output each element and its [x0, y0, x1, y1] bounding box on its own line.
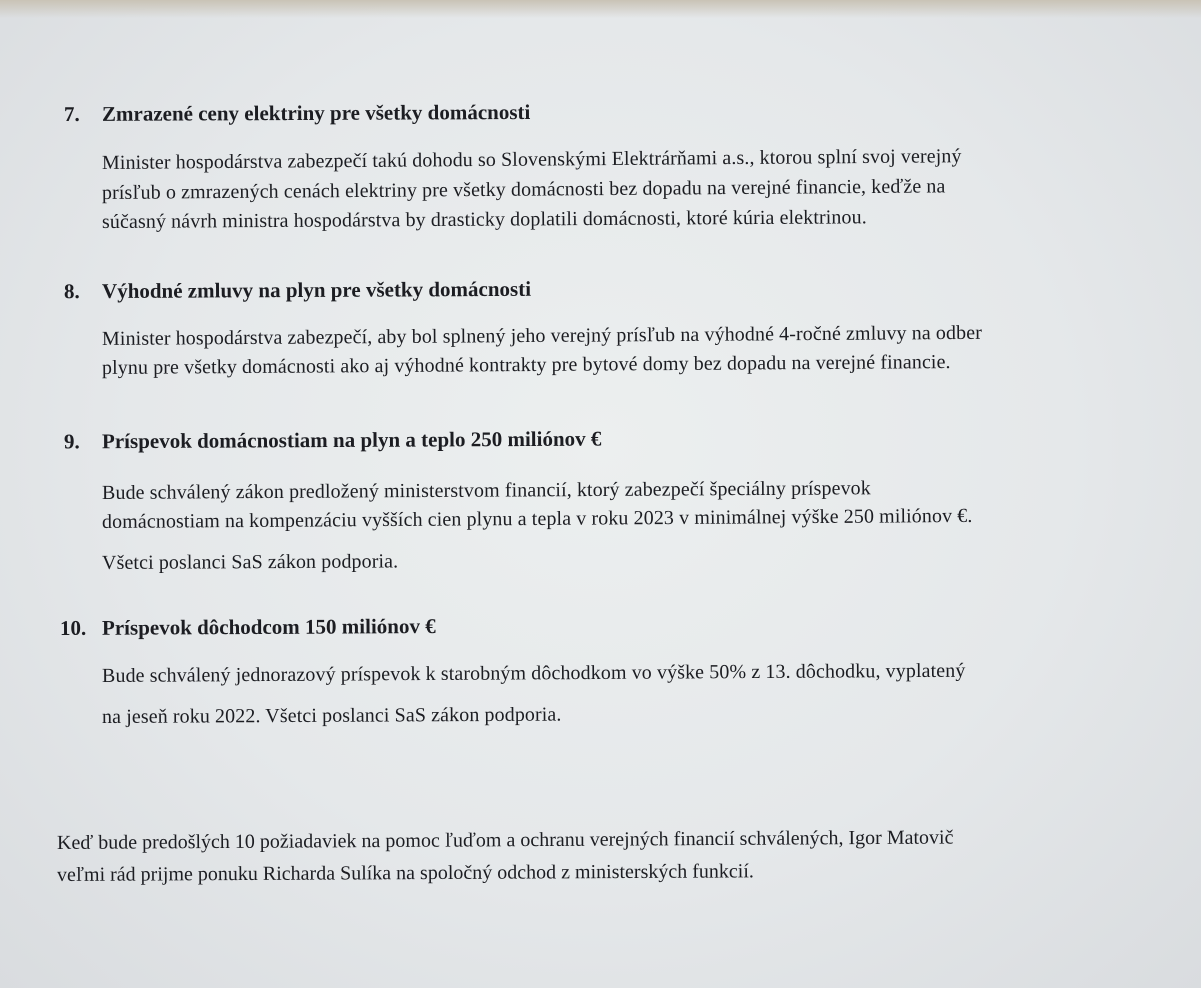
section-9-line-3: Všetci poslanci SaS zákon podporia.	[101, 550, 399, 574]
section-number: 8.	[63, 279, 80, 304]
section-title: Príspevok dôchodcom 150 miliónov €	[101, 614, 436, 640]
closing-line-2: veľmi rád prijme ponuku Richarda Sulíka na spoločný odchod z ministerských funkcií.	[56, 860, 754, 886]
section-8-line-1: Minister hospodárstva zabezpečí, aby bol splnený jeho verejný prísľub na výhodné 4-ročné zmluvy na odber	[101, 321, 983, 350]
section-7-line-2: prísľub o zmrazených cenách elektriny pre všetky domácnosti bez dopadu na verejné financie, keďže na	[101, 175, 946, 204]
page-edge-shadow	[0, 0, 1201, 18]
section-number: 9.	[63, 429, 80, 454]
section-7-line-3: súčasný návrh ministra hospodárstva by drasticky doplatili domácnosti, ktoré kúria elektrinou.	[101, 206, 867, 233]
section-title: Zmrazené ceny elektriny pre všetky domácnosti	[101, 99, 531, 126]
section-8-line-2: plynu pre všetky domácnosti ako aj výhodné kontrakty pre bytové domy bez dopadu na verejné financie.	[101, 351, 951, 379]
section-title: Výhodné zmluvy na plyn pre všetky domácnosti	[101, 276, 532, 304]
section-10-line-2: na jeseň roku 2022. Všetci poslanci SaS zákon podporia.	[101, 703, 562, 728]
closing-line-1: Keď bude predošlých 10 požiadaviek na pomoc ľuďom a ochranu verejných financií schválených, Igor Matovič	[56, 826, 954, 854]
section-8-heading	[64, 277, 531, 304]
section-9-line-1: Bude schválený zákon predložený ministerstvom financií, ktorý zabezpečí špeciálny príspevok	[101, 477, 871, 504]
section-7-heading	[64, 100, 530, 127]
section-10-line-1: Bude schválený jednorazový príspevok k starobným dôchodkom vo výške 50% z 13. dôchodku, vyplatený	[101, 659, 966, 687]
section-number: 7.	[63, 101, 80, 127]
section-number: 10.	[59, 615, 87, 640]
section-9-line-2: domácnostiam na kompenzáciu vyšších cien plynu a tepla v roku 2023 v minimálnej výške 250 miliónov €.	[101, 504, 973, 533]
section-10-heading	[60, 614, 436, 641]
section-title: Príspevok domácnostiam na plyn a teplo 250 miliónov €	[101, 426, 602, 454]
section-9-heading	[64, 427, 602, 455]
section-7-line-1: Minister hospodárstva zabezpečí takú dohodu so Slovenskými Elektrárňami a.s., ktorou splní svoj verejný	[101, 145, 962, 174]
